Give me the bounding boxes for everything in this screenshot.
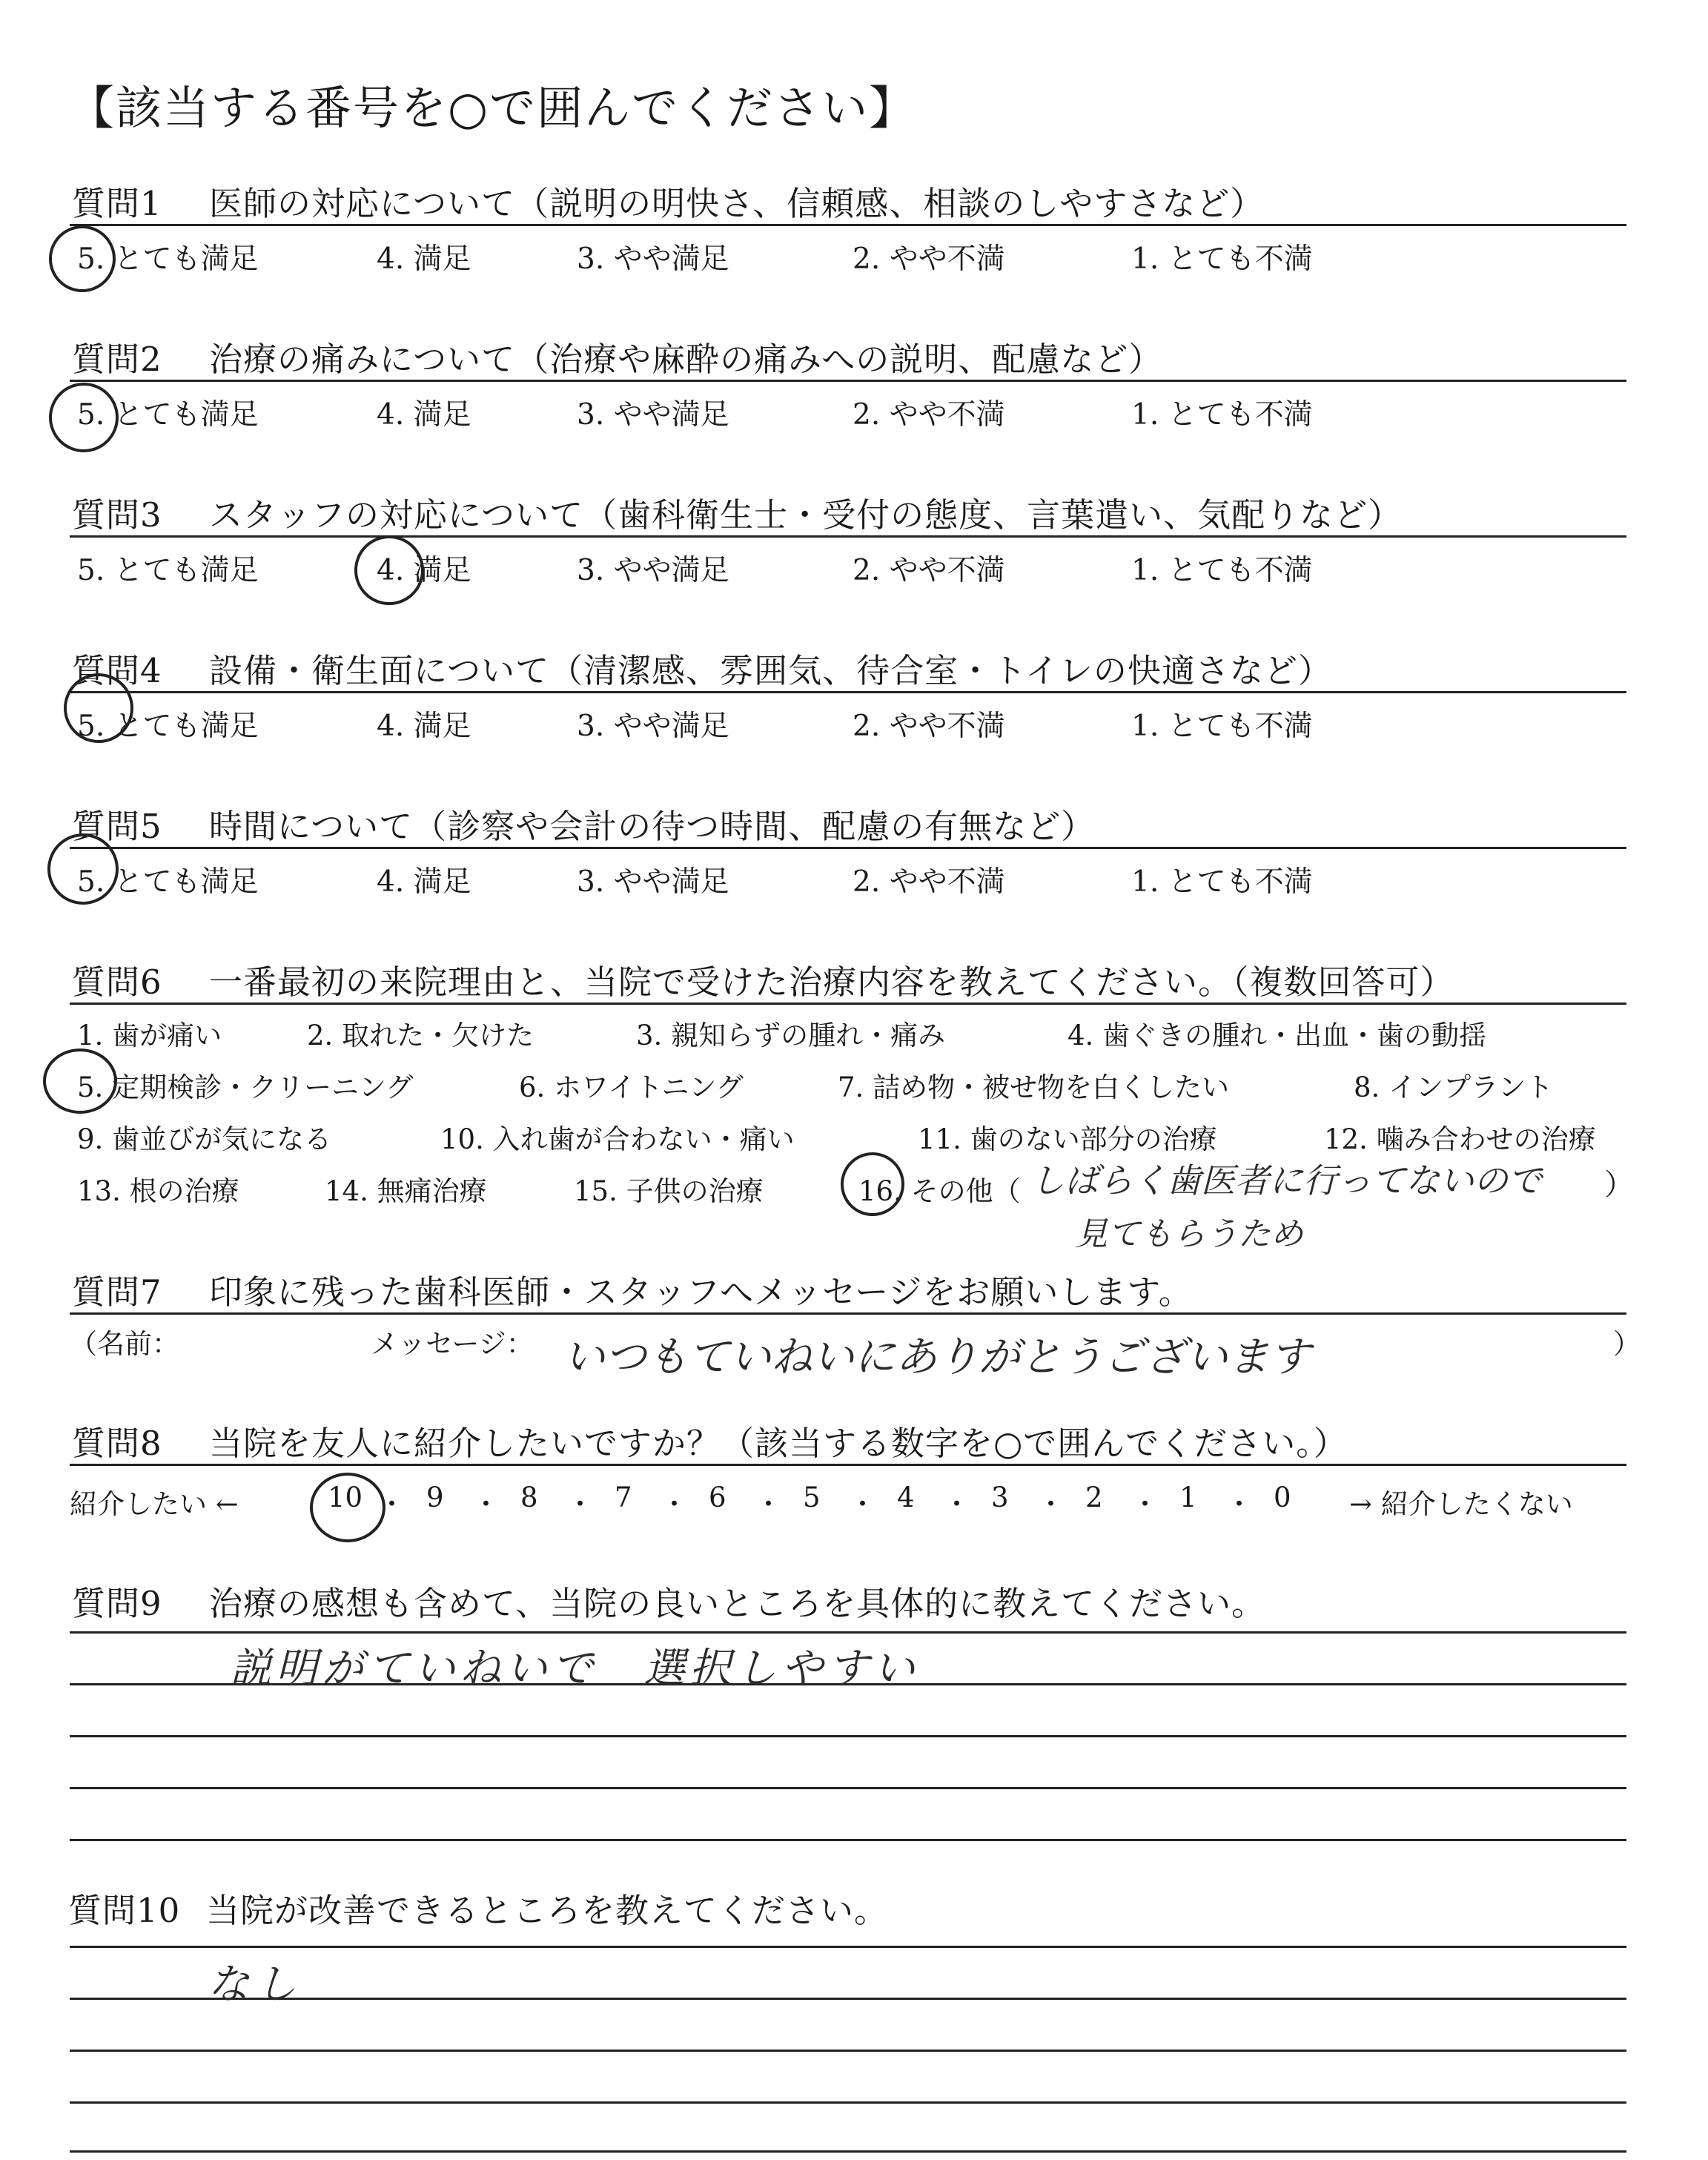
q8-separator-dot: ・ (943, 1488, 970, 1520)
q4-option-3[interactable]: 3. やや満足 (577, 710, 729, 743)
q6-item-3[interactable]: 3. 親知らずの腫れ・痛み (636, 1020, 946, 1051)
q6-item-7[interactable]: 7. 詰め物・被せ物を白くしたい (838, 1071, 1230, 1103)
q7-rule (70, 1312, 1626, 1315)
q7-message-label: メッセージ： (371, 1328, 534, 1360)
q10-answer[interactable]: なし (208, 1961, 302, 2009)
q4-option-4[interactable]: 4. 満足 (377, 710, 471, 743)
q2-label: 質問2 (72, 340, 162, 379)
q9-rule-5 (70, 1839, 1626, 1841)
q6-selection-circle-5 (43, 1048, 117, 1114)
q6-other-close: ） (1604, 1168, 1634, 1202)
q8-number-5[interactable]: 5 (803, 1482, 821, 1513)
q10-label: 質問10 (68, 1891, 181, 1930)
q6-item-9[interactable]: 9. 歯並びが気になる (77, 1123, 332, 1155)
q7-close: ） (1613, 1328, 1641, 1360)
q6-item-2[interactable]: 2. 取れた・欠けた (307, 1020, 534, 1051)
q9-answer[interactable]: 説明がていねいで 選択しやすい (230, 1645, 919, 1693)
q4-label: 質問4 (72, 651, 162, 690)
q1-label: 質問1 (72, 184, 162, 223)
q8-number-9[interactable]: 9 (426, 1482, 444, 1513)
q3-text: スタッフの対応について（歯科衛生士・受付の態度、言葉遣い、気配りなど） (209, 495, 1403, 535)
q9-text: 治療の感想も含めて、当院の良いところを具体的に教えてください。 (209, 1584, 1266, 1623)
q1-selection-circle (49, 225, 116, 292)
q8-number-6[interactable]: 6 (709, 1482, 726, 1513)
q10-rule-2 (70, 1998, 1626, 2000)
q3-option-4[interactable]: 4. 満足 (377, 554, 471, 587)
q1-text: 医師の対応について（説明の明快さ、信頼感、相談のしやすさなど） (209, 184, 1265, 223)
q9-rule-3 (70, 1735, 1626, 1737)
q2-rule (70, 380, 1626, 382)
q8-label: 質問8 (72, 1424, 162, 1463)
q3-option-3[interactable]: 3. やや満足 (577, 554, 729, 587)
q7-message-answer[interactable]: いつもていねいにありがとうございます (563, 1333, 1311, 1381)
q6-selection-circle-16 (841, 1152, 904, 1216)
q10-rule-4 (70, 2101, 1626, 2104)
q5-rule (70, 847, 1626, 849)
q9-rule-1 (70, 1631, 1626, 1634)
q6-item-10[interactable]: 10. 入れ歯が合わない・痛い (440, 1123, 795, 1155)
q2-option-4[interactable]: 4. 満足 (377, 398, 471, 432)
q10-rule-3 (70, 2050, 1626, 2052)
q8-number-0[interactable]: 0 (1274, 1482, 1291, 1513)
q5-option-3[interactable]: 3. やや満足 (577, 865, 729, 899)
q6-rule (70, 1003, 1626, 1005)
q8-number-3[interactable]: 3 (991, 1482, 1009, 1513)
q5-selection-circle (47, 833, 119, 905)
q5-option-4[interactable]: 4. 満足 (377, 865, 471, 899)
q4-text: 設備・衛生面について（清潔感、雰囲気、待合室・トイレの快適さなど） (209, 651, 1332, 690)
q8-separator-dot: ・ (472, 1488, 500, 1520)
q5-option-2[interactable]: 2. やや不満 (853, 865, 1005, 899)
q2-text: 治療の痛みについて（治療や麻酔の痛みへの説明、配慮など） (209, 340, 1163, 379)
q10-rule-5 (70, 2150, 1626, 2153)
q6-item-6[interactable]: 6. ホワイトニング (519, 1071, 744, 1103)
q8-selection-circle (310, 1473, 385, 1542)
q8-separator-dot: ・ (1131, 1488, 1159, 1520)
q5-option-5[interactable]: 5. とても満足 (77, 865, 259, 899)
q6-label: 質問6 (72, 962, 162, 1002)
q8-separator-dot: ・ (566, 1488, 594, 1520)
q6-item-11[interactable]: 11. 歯のない部分の治療 (918, 1123, 1217, 1155)
q6-other-answer-line2: 見てもらうため (1075, 1215, 1303, 1253)
q6-text: 一番最初の来院理由と、当院で受けた治療内容を教えてください。（複数回答可） (209, 962, 1454, 1002)
q1-option-3[interactable]: 3. やや満足 (577, 242, 729, 276)
q7-label: 質問7 (72, 1272, 162, 1312)
q8-number-4[interactable]: 4 (897, 1482, 915, 1513)
q8-separator-dot: ・ (849, 1488, 876, 1520)
q6-item-16[interactable]: 16. その他（ (858, 1175, 1021, 1207)
q6-item-4[interactable]: 4. 歯ぐきの腫れ・出血・歯の動揺 (1068, 1020, 1487, 1051)
q1-option-1[interactable]: 1. とても不満 (1131, 242, 1313, 276)
q8-number-7[interactable]: 7 (615, 1482, 632, 1513)
q8-separator-dot: ・ (661, 1488, 688, 1520)
q8-rule (70, 1464, 1626, 1466)
q8-separator-dot: ・ (1037, 1488, 1065, 1520)
form-title: 【該当する番号を○で囲んでください】 (68, 81, 917, 135)
q8-separator-dot: ・ (1225, 1488, 1253, 1520)
q4-option-1[interactable]: 1. とても不満 (1131, 710, 1313, 743)
q1-option-4[interactable]: 4. 満足 (377, 242, 471, 276)
q2-selection-circle (49, 383, 119, 452)
q2-option-3[interactable]: 3. やや満足 (577, 398, 729, 432)
q8-number-8[interactable]: 8 (520, 1482, 538, 1513)
q6-other-answer-line1: しばらく歯医者に行ってないので (1030, 1160, 1542, 1200)
q9-rule-4 (70, 1787, 1626, 1789)
q3-rule (70, 535, 1626, 538)
q3-label: 質問3 (72, 495, 162, 535)
q6-item-5[interactable]: 5. 定期検診・クリーニング (77, 1071, 414, 1103)
q5-label: 質問5 (72, 807, 162, 846)
q5-text: 時間について（診察や会計の待つ時間、配慮の有無など） (209, 807, 1096, 846)
q3-option-5[interactable]: 5. とても満足 (77, 554, 259, 587)
q4-option-2[interactable]: 2. やや不満 (853, 710, 1005, 743)
q6-item-13[interactable]: 13. 根の治療 (77, 1175, 239, 1207)
q10-rule-1 (70, 1946, 1626, 1948)
q9-label: 質問9 (72, 1584, 162, 1623)
q8-separator-dot: ・ (755, 1488, 782, 1520)
q7-text: 印象に残った歯科医師・スタッフへメッセージをお願いします。 (209, 1272, 1193, 1312)
q8-text: 当院を友人に紹介したいですか？（該当する数字を○で囲んでください。） (209, 1424, 1348, 1463)
q8-number-2[interactable]: 2 (1085, 1482, 1103, 1513)
q6-item-15[interactable]: 15. 子供の治療 (574, 1175, 764, 1207)
q8-number-1[interactable]: 1 (1179, 1482, 1197, 1513)
q7-name-label: （名前： (70, 1328, 179, 1360)
q6-item-14[interactable]: 14. 無痛治療 (325, 1175, 487, 1207)
q8-right-label: → 紹介したくない (1349, 1488, 1573, 1520)
q3-option-1[interactable]: 1. とても不満 (1131, 554, 1313, 587)
q8-separator-dot: ・ (378, 1488, 406, 1520)
q1-option-2[interactable]: 2. やや不満 (853, 242, 1005, 276)
q6-item-12[interactable]: 12. 噛み合わせの治療 (1324, 1123, 1596, 1155)
q4-selection-circle (64, 673, 133, 743)
q2-option-1[interactable]: 1. とても不満 (1131, 398, 1313, 432)
q3-option-2[interactable]: 2. やや不満 (853, 554, 1005, 587)
q1-rule (70, 224, 1626, 226)
q8-left-label: 紹介したい ← (70, 1488, 239, 1520)
q2-option-5[interactable]: 5. とても満足 (77, 398, 259, 432)
q2-option-2[interactable]: 2. やや不満 (853, 398, 1005, 432)
q6-item-1[interactable]: 1. 歯が痛い (77, 1020, 222, 1051)
q8-number-10[interactable]: 10 (328, 1482, 363, 1513)
q5-option-1[interactable]: 1. とても不満 (1131, 865, 1313, 899)
q6-item-8[interactable]: 8. インプラント (1354, 1071, 1554, 1103)
q1-option-5[interactable]: 5. とても満足 (77, 242, 259, 276)
q4-rule (70, 691, 1626, 693)
q3-selection-circle (354, 535, 424, 605)
q10-text: 当院が改善できるところを教えてください。 (206, 1891, 889, 1930)
q4-option-5[interactable]: 5. とても満足 (77, 710, 259, 743)
